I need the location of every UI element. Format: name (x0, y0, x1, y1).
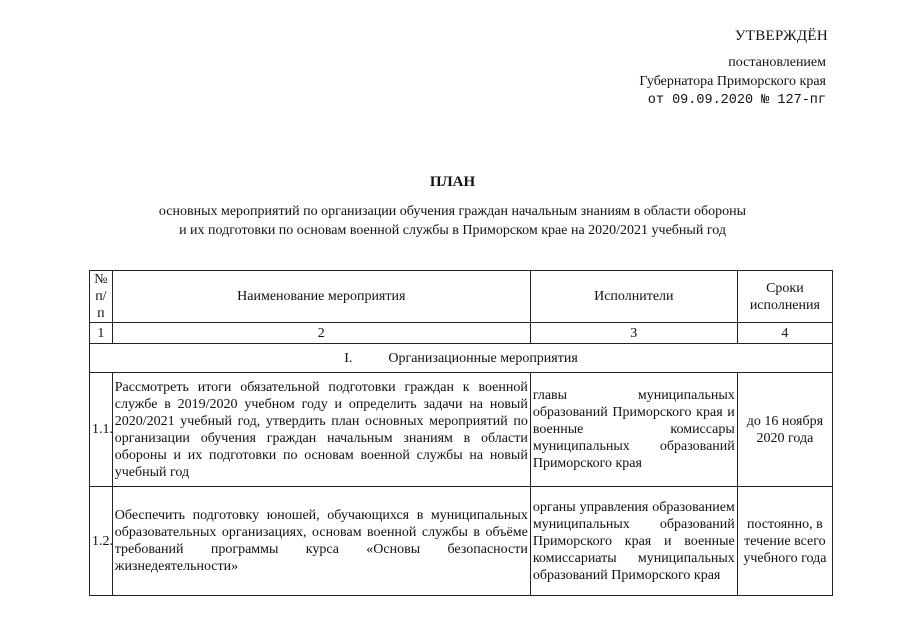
row-number: 1.2. (90, 487, 113, 596)
header-event-name: Наименование мероприятия (112, 271, 530, 323)
table-header-row (90, 271, 833, 323)
section-title: Организационные мероприятия (388, 350, 578, 366)
column-number: 2 (112, 323, 530, 344)
document-subtitle-line-2: и их подготовки по основам военной службы в Приморском крае на 2020/2021 учебный год (179, 223, 726, 238)
row-term: постоянно, в течение всего учебного года (737, 487, 832, 596)
table-row (90, 487, 833, 596)
header-number: № п/п (90, 271, 113, 323)
row-number: 1.1. (90, 373, 113, 487)
header-executors: Исполнители (530, 271, 737, 323)
row-event-name: Обеспечить подготовку юношей, обучающихся в муниципальных образовательных организациях, основам военной службы в объёме требований программы курса «Основы безопасности жизнедеятельности» (112, 487, 530, 596)
approval-line-date-number: от 09.09.2020 № 127-пг (647, 93, 826, 108)
approval-line-governor: Губернатора Приморского края (639, 74, 826, 89)
approval-title: УТВЕРЖДЁН (734, 28, 828, 44)
section-heading (90, 344, 833, 373)
column-number: 3 (530, 323, 737, 344)
header-terms: Сроки исполнения (737, 271, 832, 323)
approval-line-decree: постановлением (728, 55, 826, 70)
section-row (90, 344, 833, 373)
column-numbers-row (90, 323, 833, 344)
document-title: ПЛАН (429, 174, 476, 190)
row-executors: органы управления образованием муниципальных образований Приморского края и военные комиссариаты муниципальных образований Приморского края (530, 487, 737, 596)
document-subtitle-line-1: основных мероприятий по организации обучения граждан начальным знаниям в области обороны (158, 204, 747, 219)
plan-table (89, 270, 833, 596)
row-event-name: Рассмотреть итоги обязательной подготовки граждан к военной службе в 2019/2020 учебном году и определить задачи на новый 2020/2021 учебный год, утвердить план основных мероприятий по организации обучения граждан начальным знаниям в области обороны и их подготовки по основам военной службы на новый учебный год (112, 373, 530, 487)
row-term: до 16 ноября 2020 года (737, 373, 832, 487)
column-number: 1 (90, 323, 113, 344)
table-row (90, 373, 833, 487)
column-number: 4 (737, 323, 832, 344)
section-number: I. (344, 350, 353, 366)
row-executors: главы муниципальных образований Приморского края и военные комиссары муниципальных образований Приморского края (530, 373, 737, 487)
